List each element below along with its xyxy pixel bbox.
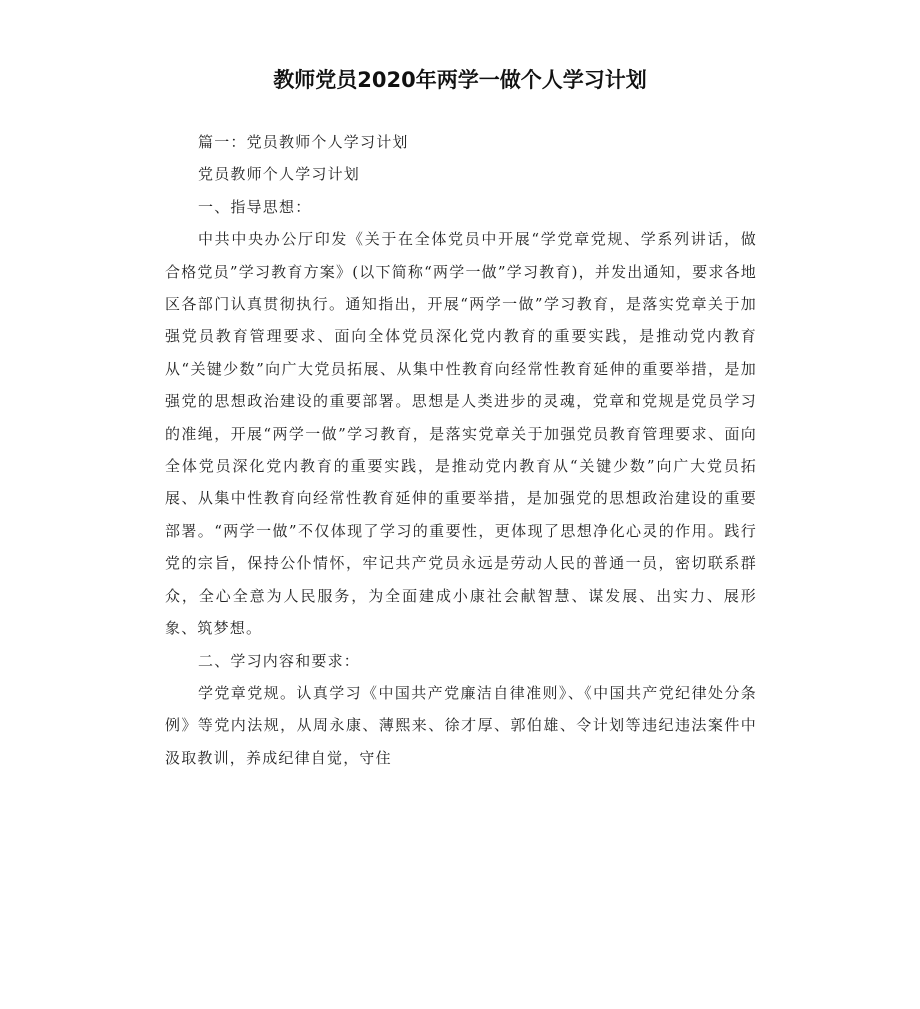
paragraph-study-content: 学党章党规。认真学习《中国共产党廉洁自律准则》、《中国共产党纪律处分条例》等党内法规，从周永康、薄熙来、徐才厚、郭伯雄、令计划等违纪违法案件中汲取教训，养成纪律自觉，守住 <box>165 683 757 767</box>
section-heading-part-one: 篇一：党员教师个人学习计划 <box>198 133 409 151</box>
section-heading-guiding-ideology: 一、指导思想： <box>198 197 312 216</box>
plan-subtitle: 党员教师个人学习计划 <box>198 165 361 184</box>
section-heading-study-content: 二、学习内容和要求： <box>198 651 361 670</box>
document-body <box>165 126 757 774</box>
paragraph-guiding-ideology: 中共中央办公厅印发《关于在全体党员中开展“学党章党规、学系列讲话，做合格党员”学习教育方案》(以下简称“两学一做”学习教育)，并发出通知，要求各地区各部门认真贯彻执行。通知指出，开展“两学一做”学习教育，是落实党章关于加强党员教育管理要求、面向全体党员深化党内教育的重要实践，是推动党内教育从“关键少数”向广大党员拓展、从集中性教育向经常性教育延伸的重要举措，是加强党的思想政治建设的重要部署。思想是人类进步的灵魂，党章和党规是党员学习的准绳，开展“两学一做”学习教育，是落实党章关于加强党员教育管理要求、面向全体党员深化党内教育的重要实践，是推动党内教育从“关键少数”向广大党员拓展、从集中性教育向经常性教育延伸的重要举措，是加强党的思想政治建设的重要部署。“两学一做”不仅体现了学习的重要性，更体现了思想净化心灵的作用。践行党的宗旨，保持公仆情怀，牢记共产党员永远是劳动人民的普通一员，密切联系群众，全心全意为人民服务，为全面建成小康社会献智慧、谋发展、出实力、展形象、筑梦想。 <box>165 230 757 638</box>
document-title: 教师党员2020年两学一做个人学习计划 <box>273 68 647 92</box>
